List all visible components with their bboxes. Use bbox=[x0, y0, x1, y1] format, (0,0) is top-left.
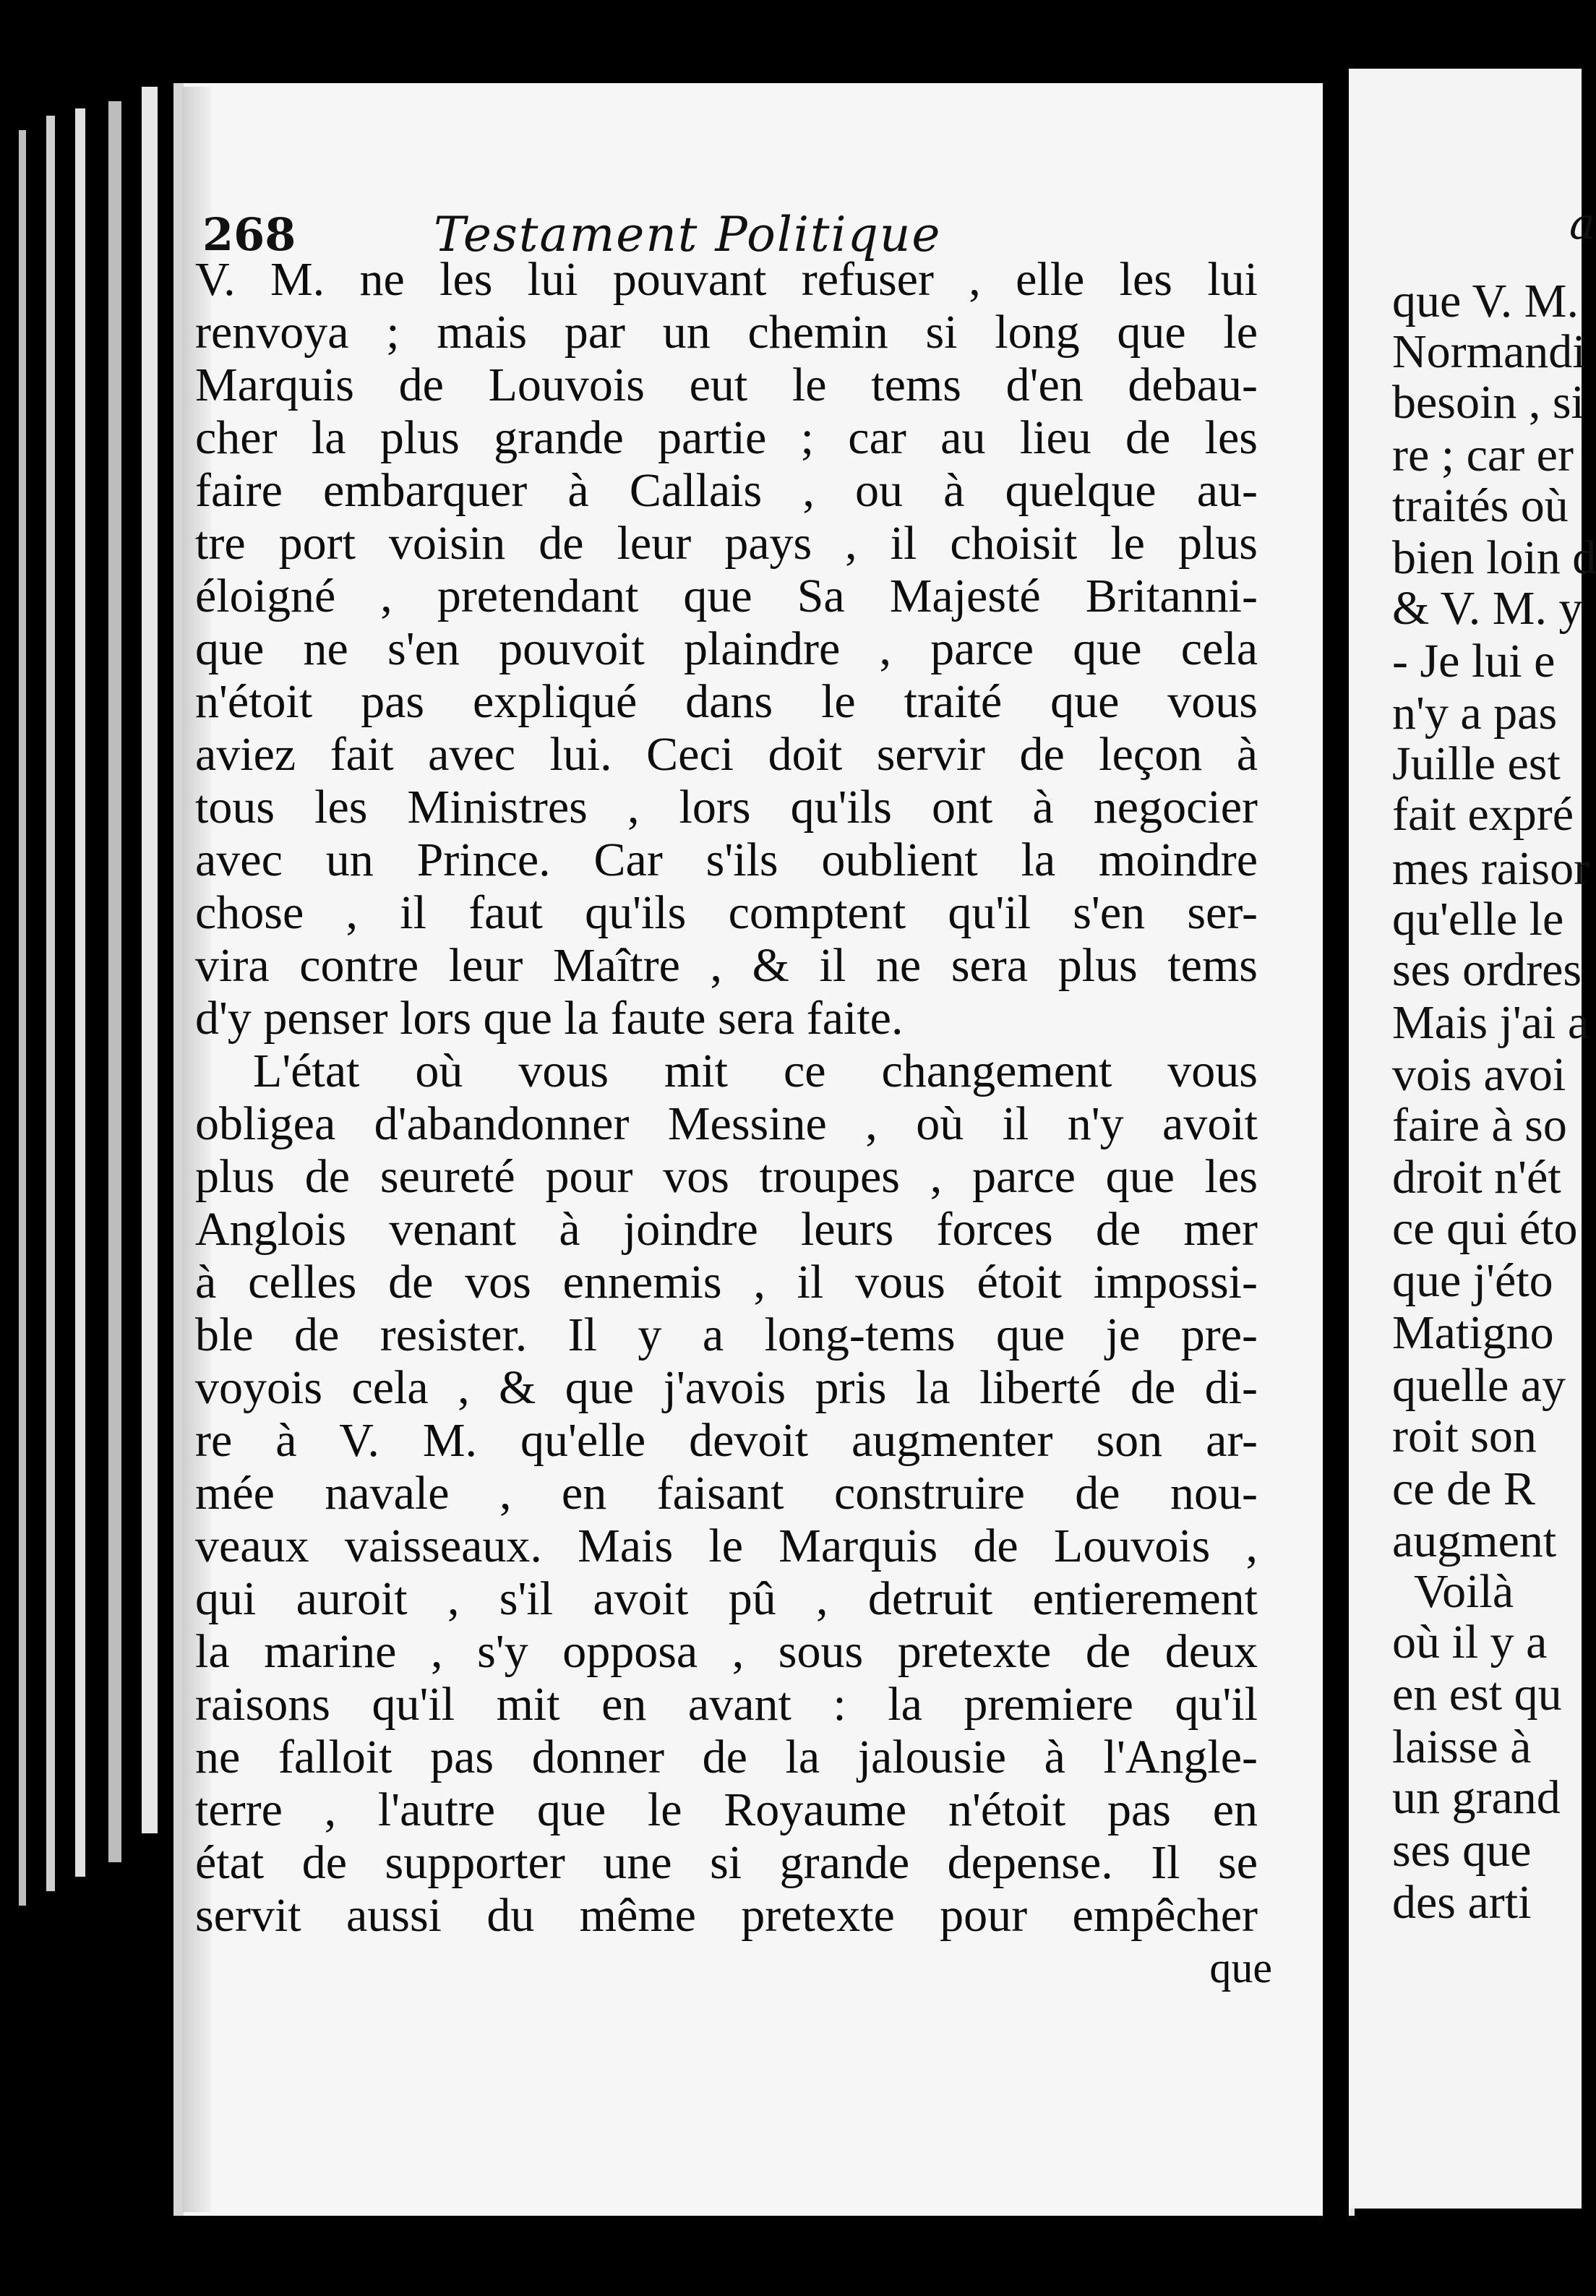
text-line-fragment: que j'éto bbox=[1392, 1254, 1553, 1307]
text-line-fragment: augment bbox=[1392, 1515, 1557, 1567]
text-line-fragment: ce de R bbox=[1392, 1462, 1535, 1515]
text-line: qui auroit , s'il avoit pû , detruit entierement bbox=[195, 1572, 1258, 1625]
gutter bbox=[1323, 76, 1349, 2288]
text-line: renvoya ; mais par un chemin si long que le bbox=[195, 306, 1258, 359]
text-line: avec un Prince. Car s'ils oublient la moindre bbox=[195, 834, 1258, 886]
text-line-fragment: ses ordres bbox=[1392, 943, 1582, 996]
text-line: voyois cela , & que j'avois pris la liberté de di- bbox=[195, 1361, 1258, 1414]
text-line: ble de resister. Il y a long-tems que je pre- bbox=[195, 1308, 1258, 1361]
text-line: Marquis de Louvois eut le tems d'en debau- bbox=[195, 359, 1258, 411]
catchword: que bbox=[1209, 1944, 1272, 1992]
text-line-fragment: traités où bbox=[1392, 479, 1569, 532]
text-line: la marine , s'y opposa , sous pretexte de deux bbox=[195, 1625, 1258, 1678]
text-line: ne falloit pas donner de la jalousie à l'Angle- bbox=[195, 1731, 1258, 1783]
text-line-fragment: mes raisor bbox=[1392, 842, 1590, 895]
page-edge bbox=[142, 87, 158, 1833]
text-line-fragment: bien loin d bbox=[1392, 531, 1596, 584]
text-line: que ne s'en pouvoit plaindre , parce que cela bbox=[195, 622, 1258, 675]
text-line: aviez fait avec lui. Ceci doit servir de leçon à bbox=[195, 728, 1258, 781]
text-line-fragment: Matigno bbox=[1392, 1306, 1554, 1359]
page-edge bbox=[46, 116, 55, 1891]
text-line: à celles de vos ennemis , il vous étoit impossi- bbox=[195, 1256, 1258, 1308]
text-line: raisons qu'il mit en avant : la premiere qu'il bbox=[195, 1678, 1258, 1731]
text-line: servit aussi du même pretexte pour empêcher bbox=[195, 1889, 1258, 1942]
text-line: V. M. ne les lui pouvant refuser , elle les lui bbox=[195, 253, 1258, 306]
running-title: Testament Politique bbox=[434, 207, 942, 262]
text-line-fragment: re ; car er bbox=[1392, 429, 1574, 481]
text-line-fragment: quelle ay bbox=[1392, 1359, 1566, 1412]
text-line: cher la plus grande partie ; car au lieu de les bbox=[195, 411, 1258, 464]
text-line-fragment: vois avoi bbox=[1392, 1048, 1566, 1101]
text-line-fragment: n'y a pas bbox=[1392, 687, 1558, 740]
text-line-fragment: fait expré bbox=[1392, 788, 1574, 841]
text-line-fragment: ses que bbox=[1392, 1824, 1532, 1877]
text-line: n'étoit pas expliqué dans le traité que vous bbox=[195, 675, 1258, 728]
text-line: état de supporter une si grande depense. Il se bbox=[195, 1836, 1258, 1889]
text-line: L'état où vous mit ce changement vous bbox=[253, 1045, 1258, 1097]
text-line-fragment: Voilà bbox=[1414, 1565, 1514, 1618]
text-line: veaux vaisseaux. Mais le Marquis de Louvois , bbox=[195, 1520, 1258, 1572]
text-line-fragment: & V. M. y bbox=[1392, 582, 1583, 635]
text-line: re à V. M. qu'elle devoit augmenter son ar- bbox=[195, 1414, 1258, 1467]
text-line: Anglois venant à joindre leurs forces de mer bbox=[195, 1203, 1258, 1256]
text-line-fragment: qu'elle le bbox=[1392, 893, 1564, 946]
text-line-fragment: Mais j'ai a bbox=[1392, 996, 1589, 1049]
text-line: chose , il faut qu'ils comptent qu'il s'en ser- bbox=[195, 886, 1258, 939]
text-line-fragment: que V. M. bbox=[1392, 275, 1579, 327]
page-number: 268 bbox=[202, 208, 296, 261]
text-line-fragment: où il y a bbox=[1392, 1616, 1548, 1669]
page-edge bbox=[19, 130, 26, 1906]
text-line: éloigné , pretendant que Sa Majesté Britanni- bbox=[195, 570, 1258, 622]
text-line-fragment: besoin , si bbox=[1392, 376, 1584, 429]
text-line-fragment: Normandi bbox=[1392, 325, 1586, 378]
page-edge bbox=[75, 108, 85, 1877]
text-line: mée navale , en faisant construire de nou- bbox=[195, 1467, 1258, 1520]
text-line: terre , l'autre que le Royaume n'étoit pas en bbox=[195, 1783, 1258, 1836]
text-line: tous les Ministres , lors qu'ils ont à negocier bbox=[195, 781, 1258, 834]
text-line: obligea d'abandonner Messine , où il n'y avoit bbox=[195, 1097, 1258, 1150]
text-line: faire embarquer à Callais , ou à quelque au- bbox=[195, 464, 1258, 517]
text-line: plus de seureté pour vos troupes , parce que les bbox=[195, 1150, 1258, 1203]
text-line-fragment: en est qu bbox=[1392, 1668, 1562, 1721]
right-running-head-fragment: a bbox=[1569, 199, 1595, 249]
page-edge bbox=[108, 101, 121, 1862]
text-line: tre port voisin de leur pays , il choisit le plus bbox=[195, 517, 1258, 570]
text-line-fragment: - Je lui e bbox=[1392, 635, 1556, 687]
text-line-fragment: roit son bbox=[1392, 1410, 1537, 1462]
text-line: vira contre leur Maître , & il ne sera plus tems bbox=[195, 939, 1258, 992]
text-line-fragment: des arti bbox=[1392, 1876, 1532, 1929]
text-line-fragment: droit n'ét bbox=[1392, 1151, 1561, 1204]
left-page-body bbox=[195, 253, 1294, 1995]
text-line: d'y penser lors que la faute sera faite. bbox=[195, 992, 904, 1045]
text-line-fragment: un grand bbox=[1392, 1771, 1561, 1824]
text-line-fragment: ce qui éto bbox=[1392, 1202, 1578, 1255]
text-line-fragment: laisse à bbox=[1392, 1721, 1532, 1773]
text-line-fragment: faire à so bbox=[1392, 1099, 1567, 1152]
text-line-fragment: Juille est bbox=[1392, 737, 1561, 790]
right-page bbox=[1349, 69, 1596, 2209]
